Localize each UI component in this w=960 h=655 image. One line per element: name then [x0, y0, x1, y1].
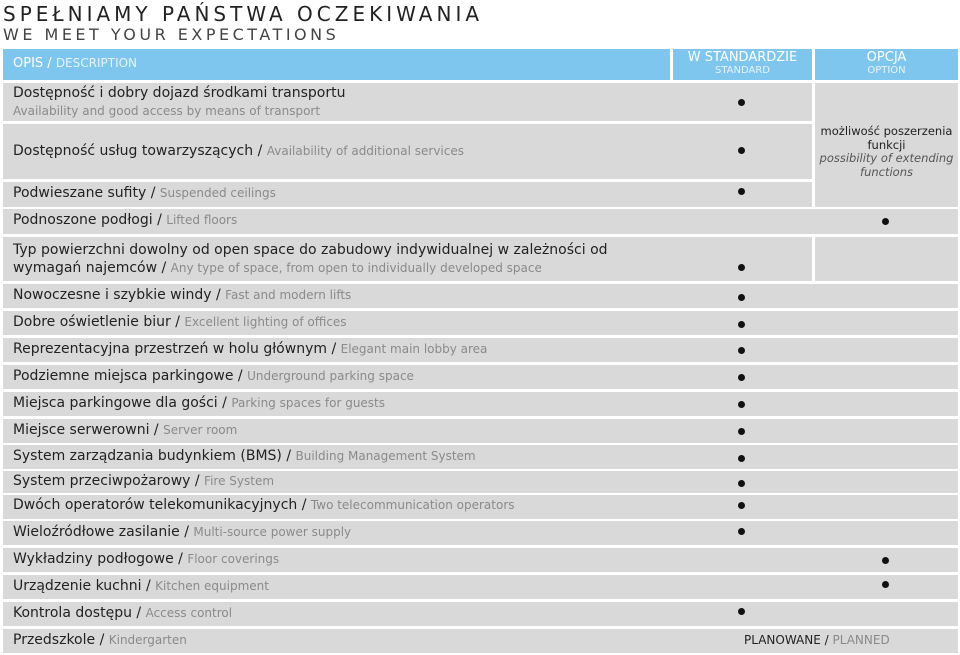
standard-dot [738, 528, 745, 535]
standard-dot [738, 147, 745, 154]
standard-dot [738, 502, 745, 509]
standard-dot [738, 455, 745, 462]
header-std-pl: W STANDARDZIE [687, 50, 798, 65]
table-row [3, 445, 958, 469]
table-row [3, 237, 812, 281]
row-label: Miejsce serwerowni / Server room [13, 422, 238, 438]
table-row [3, 575, 958, 599]
standard-dot [738, 347, 745, 354]
row-label: Wykładziny podłogowe / Floor coverings [13, 551, 280, 567]
table-row [3, 392, 958, 416]
option-dot [882, 581, 889, 588]
row-label: Dobre oświetlenie biur / Excellent lighting of offices [13, 314, 347, 330]
table-row [3, 182, 812, 207]
option-note: możliwość poszerzenia funkcji possibility of extending functions [819, 124, 954, 179]
header-description [3, 49, 670, 80]
row-label-line2: wymagań najemców / Any type of space, from open to individually developed space [13, 260, 542, 276]
row-label: System przeciwpożarowy / Fire System [13, 473, 275, 489]
header-std-en: STANDARD [714, 65, 770, 76]
row-label: Dwóch operatorów telekomunikacyjnych / Two telecommunication operators [13, 497, 515, 513]
row-label: Podnoszone podłogi / Lifted floors [13, 212, 238, 228]
header-option [815, 49, 958, 80]
standard-dot [738, 99, 745, 106]
row-label-en: Availability and good access by means of transport [13, 104, 321, 118]
standard-dot [738, 188, 745, 195]
header-desc-pl: OPIS / [13, 56, 52, 71]
row-label: Wieloźródłowe zasilanie / Multi-source power supply [13, 524, 352, 540]
standard-dot [738, 294, 745, 301]
table-row [3, 209, 958, 234]
table-row [3, 284, 958, 308]
table-row [3, 495, 958, 519]
page-title: SPEŁNIAMY PAŃSTWA OCZEKIWANIA [3, 2, 484, 26]
row-label: Podziemne miejsca parkingowe / Underground parking space [13, 368, 414, 384]
table-row [3, 602, 958, 626]
standard-dot [738, 401, 745, 408]
table-row [3, 419, 958, 443]
row-label: Nowoczesne i szybkie windy / Fast and modern lifts [13, 287, 352, 303]
standard-dot [738, 374, 745, 381]
table-row [3, 83, 812, 121]
row-label: Miejsca parkingowe dla gości / Parking spaces for guests [13, 395, 386, 411]
option-dot [882, 218, 889, 225]
option-cell [815, 237, 958, 281]
row-label: Urządzenie kuchni / Kitchen equipment [13, 578, 269, 594]
standard-dot [738, 428, 745, 435]
table-row [3, 311, 958, 335]
table-row [3, 124, 812, 179]
table-row [3, 521, 958, 545]
row-label: Dostępność usług towarzyszących / Availability of additional services [13, 143, 464, 159]
header-opt-en: OPTION [867, 65, 906, 76]
row-label-line1: Typ powierzchni dowolny od open space do zabudowy indywidualnej w zależności od [13, 242, 608, 258]
row-label: System zarządzania budynkiem (BMS) / Building Management System [13, 448, 476, 464]
header-opt-pl: OPCJA [866, 50, 907, 65]
standard-dot [738, 480, 745, 487]
standard-dot [738, 608, 745, 615]
header-desc-en: DESCRIPTION [55, 56, 138, 70]
row-label: Reprezentacyjna przestrzeń w holu głównym / Elegant main lobby area [13, 341, 488, 357]
table-row [3, 365, 958, 389]
planned-label: PLANOWANE / PLANNED [744, 633, 890, 647]
table-row [3, 471, 958, 493]
row-label-pl: Dostępność i dobry dojazd środkami transportu [13, 85, 346, 101]
standard-dot [738, 321, 745, 328]
page-subtitle: WE MEET YOUR EXPECTATIONS [3, 25, 340, 44]
header-standard [673, 49, 812, 80]
row-label: Przedszkole / Kindergarten [13, 632, 187, 648]
row-label: Podwieszane sufity / Suspended ceilings [13, 185, 276, 201]
option-dot [882, 557, 889, 564]
row-label: Kontrola dostępu / Access control [13, 605, 233, 621]
table-row [3, 338, 958, 362]
standard-dot [738, 264, 745, 271]
table-row [3, 548, 958, 572]
